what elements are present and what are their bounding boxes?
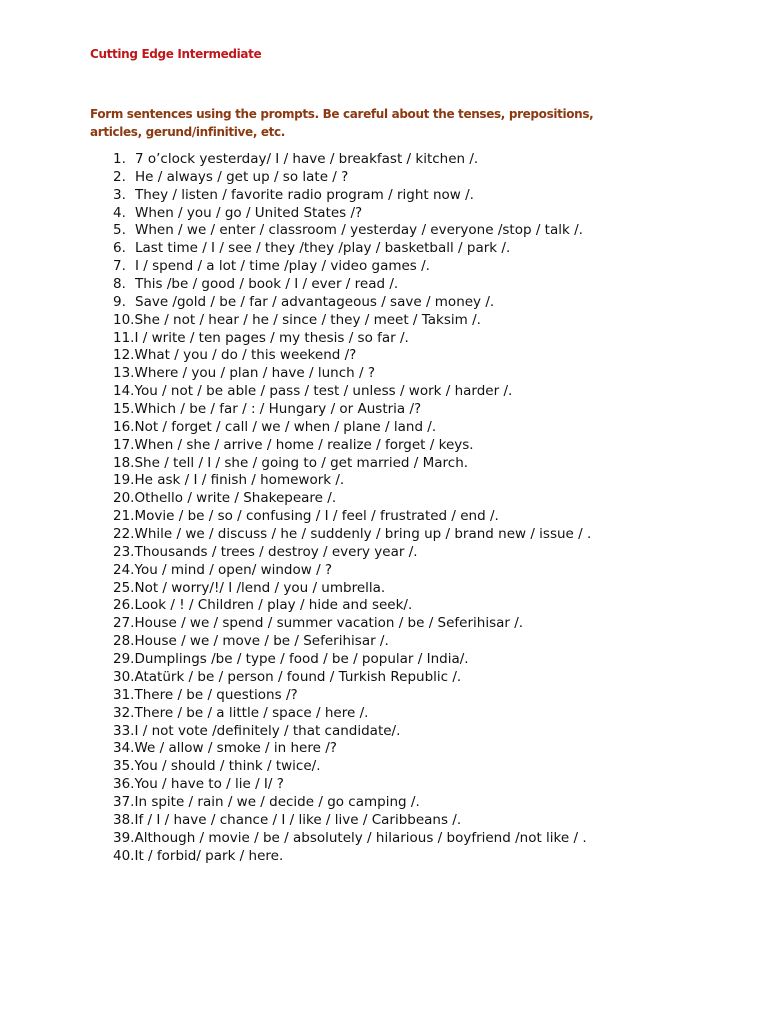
prompt-number: 6. xyxy=(113,240,126,257)
prompt-number: 27. xyxy=(113,615,135,632)
prompt-text: Othello / write / Shakepeare /. xyxy=(134,490,337,507)
prompt-text: You / not / be able / pass / test / unless / work / harder /. xyxy=(134,383,513,400)
prompt-item xyxy=(113,580,733,598)
prompt-text: This /be / good / book / I / ever / read /. xyxy=(135,276,399,293)
prompt-number: 36. xyxy=(113,776,135,793)
prompt-number: 25. xyxy=(113,579,135,596)
prompt-item xyxy=(113,401,733,419)
prompt-text: There / be / a little / space / here /. xyxy=(134,704,369,721)
prompt-item xyxy=(113,294,733,312)
prompt-number: 29. xyxy=(113,651,135,668)
prompt-item xyxy=(113,597,733,615)
prompt-item xyxy=(113,312,733,330)
prompt-text: There / be / questions /? xyxy=(134,686,298,703)
prompt-number: 14. xyxy=(113,383,135,400)
prompt-text: He / always / get up / so late / ? xyxy=(135,168,349,185)
prompt-item xyxy=(113,669,733,687)
prompt-text: Which / be / far / : / Hungary / or Austria /? xyxy=(134,401,422,418)
prompt-list xyxy=(113,151,733,865)
prompt-item xyxy=(113,651,733,669)
prompt-item xyxy=(113,330,733,348)
prompt-item xyxy=(113,455,733,473)
prompt-number: 24. xyxy=(113,561,135,578)
prompt-item xyxy=(113,830,733,848)
prompt-item xyxy=(113,848,733,866)
prompt-item xyxy=(113,544,733,562)
prompt-number: 34. xyxy=(113,740,135,757)
prompt-item xyxy=(113,776,733,794)
prompt-text: I / write / ten pages / my thesis / so far /. xyxy=(134,329,409,346)
prompt-number: 1. xyxy=(113,151,126,167)
prompt-text: We / allow / smoke / in here /? xyxy=(134,740,337,757)
prompt-item xyxy=(113,633,733,651)
prompt-text: In spite / rain / we / decide / go camping /. xyxy=(134,793,420,810)
prompt-item xyxy=(113,472,733,490)
prompt-item xyxy=(113,437,733,455)
prompt-item xyxy=(113,562,733,580)
prompt-text: Look / ! / Children / play / hide and seek/. xyxy=(134,597,413,614)
prompt-text: 7 o’clock yesterday/ I / have / breakfast / kitchen /. xyxy=(135,151,479,167)
prompt-text: House / we / spend / summer vacation / be / Seferihisar /. xyxy=(134,615,524,632)
prompt-number: 32. xyxy=(113,704,135,721)
prompt-text: When / she / arrive / home / realize / forget / keys. xyxy=(134,436,474,453)
prompt-text: Dumplings /be / type / food / be / popular / India/. xyxy=(134,651,469,668)
prompt-text: She / tell / I / she / going to / get married / March. xyxy=(134,454,469,471)
prompt-text: It / forbid/ park / here. xyxy=(134,847,284,864)
prompt-text: When / you / go / United States /? xyxy=(135,204,363,221)
prompt-text: She / not / hear / he / since / they / meet / Taksim /. xyxy=(134,311,481,328)
prompt-text: You / mind / open/ window / ? xyxy=(134,561,333,578)
prompt-item xyxy=(113,687,733,705)
prompt-text: House / we / move / be / Seferihisar /. xyxy=(134,633,389,650)
prompt-text: What / you / do / this weekend /? xyxy=(134,347,357,364)
prompt-number: 13. xyxy=(113,365,135,382)
prompt-number: 22. xyxy=(113,526,135,543)
instructions-text: Form sentences using the prompts. Be careful about the tenses, prepositions, articles, gerund/infinitive, etc. xyxy=(90,107,594,139)
prompt-text: When / we / enter / classroom / yesterday / everyone /stop / talk /. xyxy=(135,222,583,239)
prompt-number: 20. xyxy=(113,490,135,507)
prompt-number: 11. xyxy=(113,329,135,346)
prompt-text: He ask / I / finish / homework /. xyxy=(134,472,345,489)
prompt-number: 18. xyxy=(113,454,135,471)
prompt-item xyxy=(113,758,733,776)
prompt-number: 17. xyxy=(113,436,135,453)
prompt-item xyxy=(113,490,733,508)
prompt-text: Last time / I / see / they /they /play / basketball / park /. xyxy=(135,240,511,257)
prompt-item xyxy=(113,723,733,741)
prompt-item xyxy=(113,812,733,830)
prompt-item xyxy=(113,794,733,812)
prompt-text: Atatürk / be / person / found / Turkish Republic /. xyxy=(134,668,462,685)
prompt-number: 21. xyxy=(113,508,135,525)
prompt-text: Save /gold / be / far / advantageous / save / money /. xyxy=(135,293,495,310)
prompt-number: 12. xyxy=(113,347,135,364)
prompt-number: 30. xyxy=(113,668,135,685)
prompt-number: 26. xyxy=(113,597,135,614)
prompt-item xyxy=(113,258,733,276)
prompt-text: They / listen / favorite radio program / right now /. xyxy=(135,186,474,203)
prompt-number: 23. xyxy=(113,543,135,560)
prompt-text: Not / worry/!/ I /lend / you / umbrella. xyxy=(134,579,386,596)
prompt-item xyxy=(113,740,733,758)
prompt-item xyxy=(113,151,733,169)
prompt-number: 3. xyxy=(113,186,126,203)
prompt-text: You / have to / lie / I/ ? xyxy=(134,776,284,793)
prompt-item xyxy=(113,222,733,240)
prompt-number: 10. xyxy=(113,311,135,328)
prompt-number: 2. xyxy=(113,168,126,185)
prompt-number: 39. xyxy=(113,829,135,846)
prompt-item xyxy=(113,526,733,544)
prompt-item xyxy=(113,347,733,365)
prompt-item xyxy=(113,187,733,205)
prompt-item xyxy=(113,508,733,526)
prompt-text: Not / forget / call / we / when / plane / land /. xyxy=(134,418,437,435)
prompt-text: I / spend / a lot / time /play / video games /. xyxy=(135,258,430,275)
prompt-number: 28. xyxy=(113,633,135,650)
prompt-number: 40. xyxy=(113,847,135,864)
prompt-number: 16. xyxy=(113,418,135,435)
prompt-item xyxy=(113,240,733,258)
prompt-number: 15. xyxy=(113,401,135,418)
prompt-text: Thousands / trees / destroy / every year /. xyxy=(134,543,418,560)
prompt-number: 31. xyxy=(113,686,135,703)
prompt-item xyxy=(113,615,733,633)
prompt-item xyxy=(113,419,733,437)
prompt-number: 35. xyxy=(113,758,135,775)
prompt-item xyxy=(113,383,733,401)
prompt-item xyxy=(113,365,733,383)
prompt-number: 37. xyxy=(113,793,135,810)
prompt-number: 7. xyxy=(113,258,126,275)
prompt-number: 38. xyxy=(113,811,135,828)
prompt-text: I / not vote /definitely / that candidate/. xyxy=(134,722,401,739)
prompt-text: If / I / have / chance / I / like / live / Caribbeans /. xyxy=(134,811,462,828)
prompt-number: 8. xyxy=(113,276,126,293)
prompt-item xyxy=(113,169,733,187)
prompt-number: 5. xyxy=(113,222,126,239)
prompt-item xyxy=(113,276,733,294)
prompt-number: 19. xyxy=(113,472,135,489)
prompt-number: 9. xyxy=(113,293,126,310)
document-title: Cutting Edge Intermediate xyxy=(90,47,262,61)
prompt-item xyxy=(113,205,733,223)
prompt-text: Movie / be / so / confusing / I / feel / frustrated / end /. xyxy=(134,508,499,525)
prompt-text: Although / movie / be / absolutely / hilarious / boyfriend /not like / . xyxy=(134,829,587,846)
prompt-item xyxy=(113,705,733,723)
prompt-number: 33. xyxy=(113,722,135,739)
prompt-text: While / we / discuss / he / suddenly / bring up / brand new / issue / . xyxy=(134,526,592,543)
prompt-text: Where / you / plan / have / lunch / ? xyxy=(134,365,375,382)
prompt-number: 4. xyxy=(113,204,126,221)
prompt-text: You / should / think / twice/. xyxy=(134,758,321,775)
